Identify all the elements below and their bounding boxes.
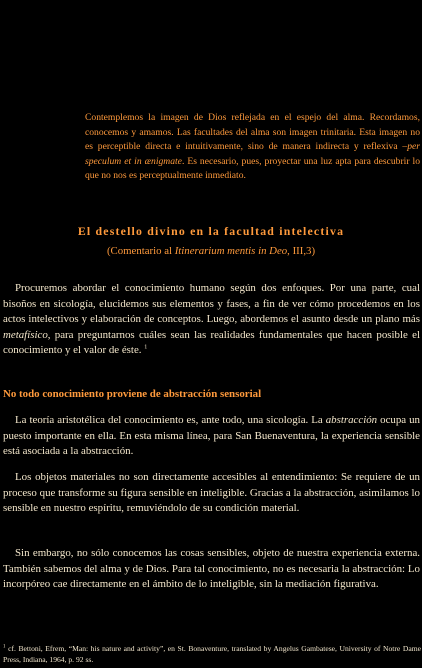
- abstract-text-before: Contemplemos la imagen de Dios reflejada en el espejo del alma. Recordamos, conocemos y amamos. Las facultades del alma son imagen trinitaria. Esta imagen no es perceptible directa e intuitivamente, sino de manera indirecta y reflexiva –: [85, 112, 420, 152]
- paragraph-2-emphasis: abstracción: [325, 414, 378, 426]
- subtitle-suffix: , III,3): [287, 245, 316, 257]
- abstract-paragraph: [85, 111, 420, 184]
- paragraph-1-emphasis: metafísico: [3, 328, 48, 341]
- subtitle-prefix: (Comentario al: [106, 245, 175, 257]
- paragraph-2-text-before: La teoría aristotélica del conocimiento es, ante todo, una sicología. La: [15, 414, 326, 426]
- paragraph-2: [3, 413, 420, 460]
- footnote-number: 1: [3, 644, 6, 650]
- paragraph-1: [3, 281, 420, 359]
- abstract-text-after: . Es necesario, pues, proyectar una luz apta para descubrir lo que no nos es perceptualmente inmediato.: [85, 155, 420, 181]
- abstract-latin-phrase: per speculum et in ænigmate: [85, 141, 420, 167]
- article-subtitle: [0, 245, 422, 257]
- paragraph-3: Los objetos materiales no son directamente accesibles al entendimiento: Se requiere de un proceso que transforme su figura sensible en inteligible. Gracias a la abstracción, asimilamos lo sensible en nuestro espíritu, remuviéndolo de su condición material.: [3, 471, 420, 514]
- paragraph-4: Sin embargo, no sólo conocemos las cosas sensibles, objeto de nuestra experiencia externa. También sabemos del alma y de Dios. Para tal conocimiento, no es necesaria la abstracción: Lo incorpóreo cae directamente en el ámbito de lo inteligible, sin la mediación figurativa.: [3, 547, 420, 590]
- paragraph-2-text-after: ocupa un puesto importante en ella. En esta misma línea, para San Buenaventura, la experiencia sensible está asociada a la abstracción.: [3, 414, 420, 457]
- paragraph-1-text-after: , para preguntarnos cuáles sean las realidades fundamentales que hacen posible el conocimiento y el valor de éste.: [3, 328, 420, 356]
- section-heading: No todo conocimiento proviene de abstracción sensorial: [3, 388, 262, 400]
- subtitle-work-title: Itinerarium mentis in Deo: [174, 245, 288, 257]
- article-title: El destello divino en la facultad intelectiva: [77, 224, 345, 238]
- paragraph-1-text-before: Procuremos abordar el conocimiento humano según dos enfoques. Por una parte, cual bisoños en sicología, elucidemos sus elementos y fases, a fin de ver cómo procedemos en los actos intelectivos y elaboración de conceptos. Luego, abordemos el asunto desde un plano más: [3, 282, 420, 325]
- footnote-text: cf. Bettoni, Efrem, “Man: his nature and activity”, en St. Bonaventure, translated by Angelus Gambatese, University of Notre Dame Press, Indiana, 1964, p. 92 ss.: [3, 644, 421, 664]
- footnote: [3, 644, 421, 665]
- footnote-reference[interactable]: 1: [144, 344, 148, 351]
